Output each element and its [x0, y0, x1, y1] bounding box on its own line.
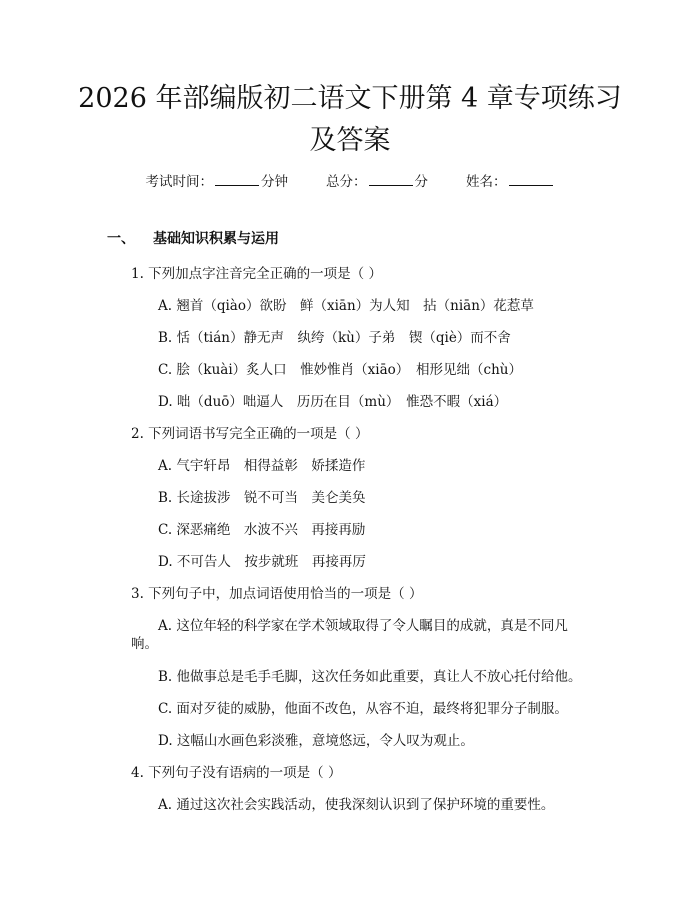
score-unit: 分: [414, 174, 428, 190]
question-option: C. 脍（kuài）炙人口 惟妙惟肖（xiāo） 相形见绌（chù）: [158, 362, 522, 378]
total-score: [326, 170, 428, 190]
time-unit: 分钟: [261, 174, 288, 190]
exam-meta: [0, 170, 700, 190]
question-stem: 4. 下列句子没有语病的一项是（ ）: [131, 765, 342, 781]
name-blank: [509, 172, 553, 186]
question-option: C. 面对歹徒的威胁，他面不改色，从容不迫，最终将犯罪分子制服。: [158, 701, 568, 717]
student-name: [466, 170, 555, 190]
question-option-continuation: 响。: [131, 636, 158, 652]
time-blank: [215, 172, 259, 186]
title-line-1: 2026 年部编版初二语文下册第 4 章专项练习: [78, 83, 622, 114]
name-label: 姓名：: [466, 174, 507, 190]
question-stem: 2. 下列词语书写完全正确的一项是（ ）: [131, 426, 369, 442]
page-title: [60, 78, 640, 162]
question-stem: 3. 下列句子中，加点词语使用恰当的一项是（ ）: [131, 586, 423, 602]
question-option: C. 深恶痛绝 水波不兴 再接再励: [158, 522, 366, 538]
score-label: 总分：: [326, 174, 367, 190]
question-option: A. 气宇轩昂 相得益彰 娇揉造作: [158, 458, 366, 474]
question-option: B. 长途拔涉 锐不可当 美仑美奂: [158, 490, 366, 506]
question-option: A. 翘首（qiào）欲盼 鲜（xiān）为人知 拈（niān）花惹草: [158, 298, 534, 314]
question-option: D. 这幅山水画色彩淡雅，意境悠远，令人叹为观止。: [158, 733, 474, 749]
time-label: 考试时间：: [145, 174, 213, 190]
question-option: A. 这位年轻的科学家在学术领域取得了令人瞩目的成就，真是不同凡: [158, 618, 568, 634]
question-option: D. 咄（duō）咄逼人 历历在目（mù） 惟恐不暇（xiá）: [158, 394, 508, 410]
section-number: 一、: [107, 231, 135, 247]
title-line-2: 及答案: [309, 125, 391, 156]
question-option: B. 他做事总是毛手毛脚，这次任务如此重要，真让人不放心托付给他。: [158, 669, 582, 685]
score-blank: [369, 172, 413, 186]
question-option: D. 不可告人 按步就班 再接再厉: [158, 554, 366, 570]
section-heading: [107, 228, 279, 248]
section-title: 基础知识积累与运用: [153, 231, 279, 247]
question-stem: 1. 下列加点字注音完全正确的一项是（ ）: [131, 266, 382, 282]
exam-time: [146, 170, 289, 190]
question-option: B. 恬（tián）静无声 纨绔（kù）子弟 锲（qiè）而不舍: [158, 330, 511, 346]
question-option: A. 通过这次社会实践活动，使我深刻认识到了保护环境的重要性。: [158, 797, 555, 813]
